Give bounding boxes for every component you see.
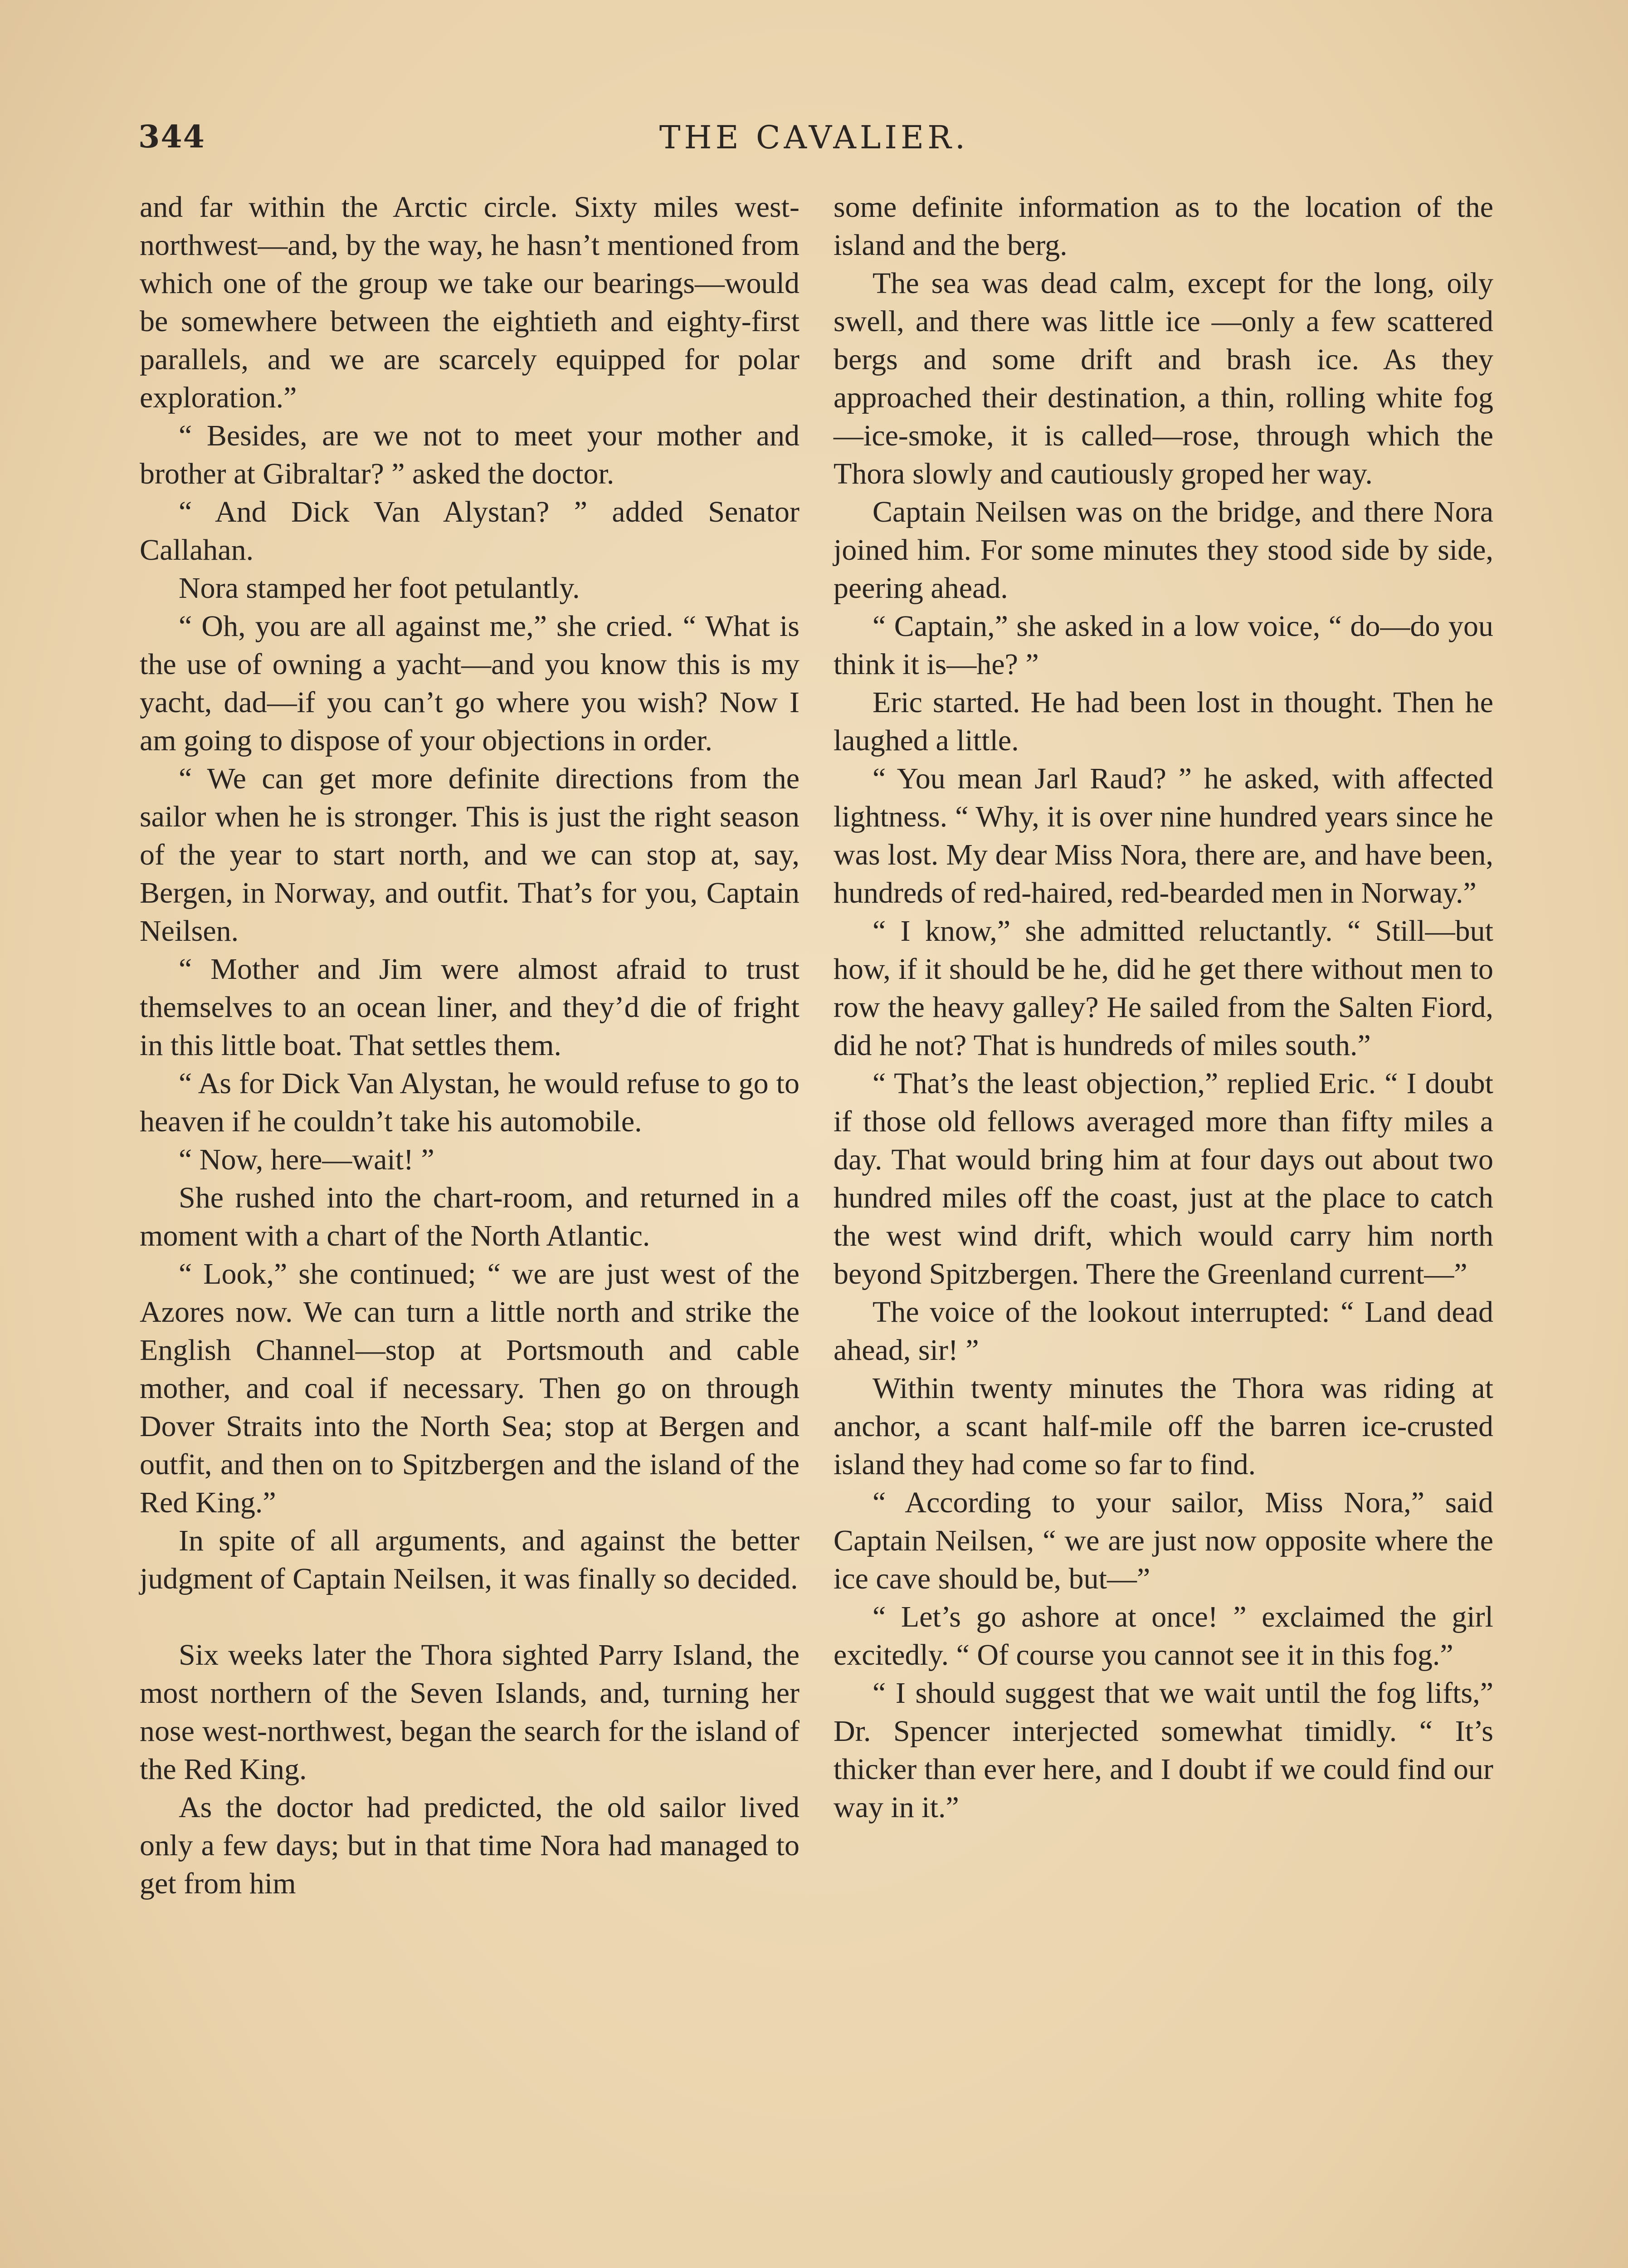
paragraph: “ And Dick Van Alystan? ” added Senator Callahan. [140, 495, 799, 567]
paragraph: “ Oh, you are all against me,” she cried. “ What is the use of owning a yacht—and you know this is my yacht, dad—if you can’t go where you wish? Now I am going to dispose of your objections in order. [140, 610, 799, 757]
page-number: 344 [138, 119, 205, 155]
paragraph: “ That’s the least objection,” replied Eric. “ I doubt if those old fellows averaged more than fifty miles a day. That would bring him at four days out about two hundred miles off the coast, just at the place to catch the west wind drift, which would carry him north beyond Spitzbergen. There the Greenland current—” [833, 1067, 1493, 1290]
right-column [833, 188, 1493, 1827]
paragraph: “ As for Dick Van Alystan, he would refuse to go to heaven if he couldn’t take his automobile. [140, 1067, 799, 1138]
paragraph: The voice of the lookout interrupted: “ Land dead ahead, sir! ” [833, 1295, 1493, 1367]
paragraph: Eric started. He had been lost in thought. Then he laughed a little. [833, 686, 1493, 757]
paragraph: Six weeks later the Thora sighted Parry Island, the most northern of the Seven Islands, and, turning her nose west-northwest, began the search for the island of the Red King. [140, 1638, 799, 1786]
left-column [140, 188, 799, 1903]
paragraph: “ I should suggest that we wait until the fog lifts,” Dr. Spencer interjected somewhat timidly. “ It’s thicker than ever here, and I doubt if we could find our way in it.” [833, 1677, 1493, 1824]
paragraph: “ Now, here—wait! ” [179, 1143, 434, 1176]
paragraph: Captain Neilsen was on the bridge, and there Nora joined him. For some minutes they stood side by side, peering ahead. [833, 495, 1493, 605]
paragraph: “ Besides, are we not to meet your mother and brother at Gibraltar? ” asked the doctor. [140, 419, 799, 490]
running-head-title: THE CAVALIER. [659, 119, 969, 156]
paragraph: Within twenty minutes the Thora was riding at anchor, a scant half-mile off the barren ice-crusted island they had come so far to find. [833, 1372, 1493, 1481]
paragraph: “ Captain,” she asked in a low voice, “ do—do you think it is—he? ” [833, 610, 1493, 681]
paragraph: “ According to your sailor, Miss Nora,” said Captain Neilsen, “ we are just now opposite where the ice cave should be, but—” [833, 1486, 1493, 1595]
paragraph: The sea was dead calm, except for the long, oily swell, and there was little ice —only a few scattered bergs and some drift and brash ice. As they approached their destination, a thin, rolling white fog —ice-smoke, it is called—rose, through which the Thora slowly and cautiously groped her way. [833, 267, 1493, 490]
paragraph: “ Mother and Jim were almost afraid to trust themselves to an ocean liner, and they’d die of fright in this little boat. That settles them. [140, 953, 799, 1062]
paragraph: and far within the Arctic circle. Sixty miles west-northwest—and, by the way, he hasn’t mentioned from which one of the group we take our bearings—would be somewhere between the eightieth and eighty-first parallels, and we are scarcely equipped for polar exploration.” [140, 191, 799, 414]
paragraph: “ You mean Jarl Raud? ” he asked, with affected lightness. “ Why, it is over nine hundred years since he was lost. My dear Miss Nora, there are, and have been, hundreds of red-haired, red-bearded men in Norway.” [833, 762, 1493, 909]
paragraph: “ I know,” she admitted reluctantly. “ Still—but how, if it should be he, did he get there without men to row the heavy galley? He sailed from the Salten Fiord, did he not? That is hundreds of miles south.” [833, 914, 1493, 1062]
paragraph: “ Let’s go ashore at once! ” exclaimed the girl excitedly. “ Of course you cannot see it in this fog.” [833, 1600, 1493, 1672]
paragraph: Nora stamped her foot petulantly. [179, 572, 580, 605]
paragraph: She rushed into the chart-room, and returned in a moment with a chart of the North Atlantic. [140, 1181, 799, 1252]
paragraph: As the doctor had predicted, the old sailor lived only a few days; but in that time Nora had managed to get from him [140, 1791, 799, 1900]
paragraph: some definite information as to the location of the island and the berg. [833, 191, 1493, 262]
paragraph: “ We can get more definite directions from the sailor when he is stronger. This is just the right season of the year to start north, and we can stop at, say, Bergen, in Norway, and outfit. That’s for you, Captain Neilsen. [140, 762, 799, 948]
paragraph: “ Look,” she continued; “ we are just west of the Azores now. We can turn a little north and strike the English Channel—stop at Portsmouth and cable mother, and coal if necessary. Then go on through Dover Straits into the North Sea; stop at Bergen and outfit, and then on to Spitzbergen and the island of the Red King.” [140, 1257, 799, 1519]
paragraph: In spite of all arguments, and against the better judgment of Captain Neilsen, it was finally so decided. [140, 1524, 799, 1595]
